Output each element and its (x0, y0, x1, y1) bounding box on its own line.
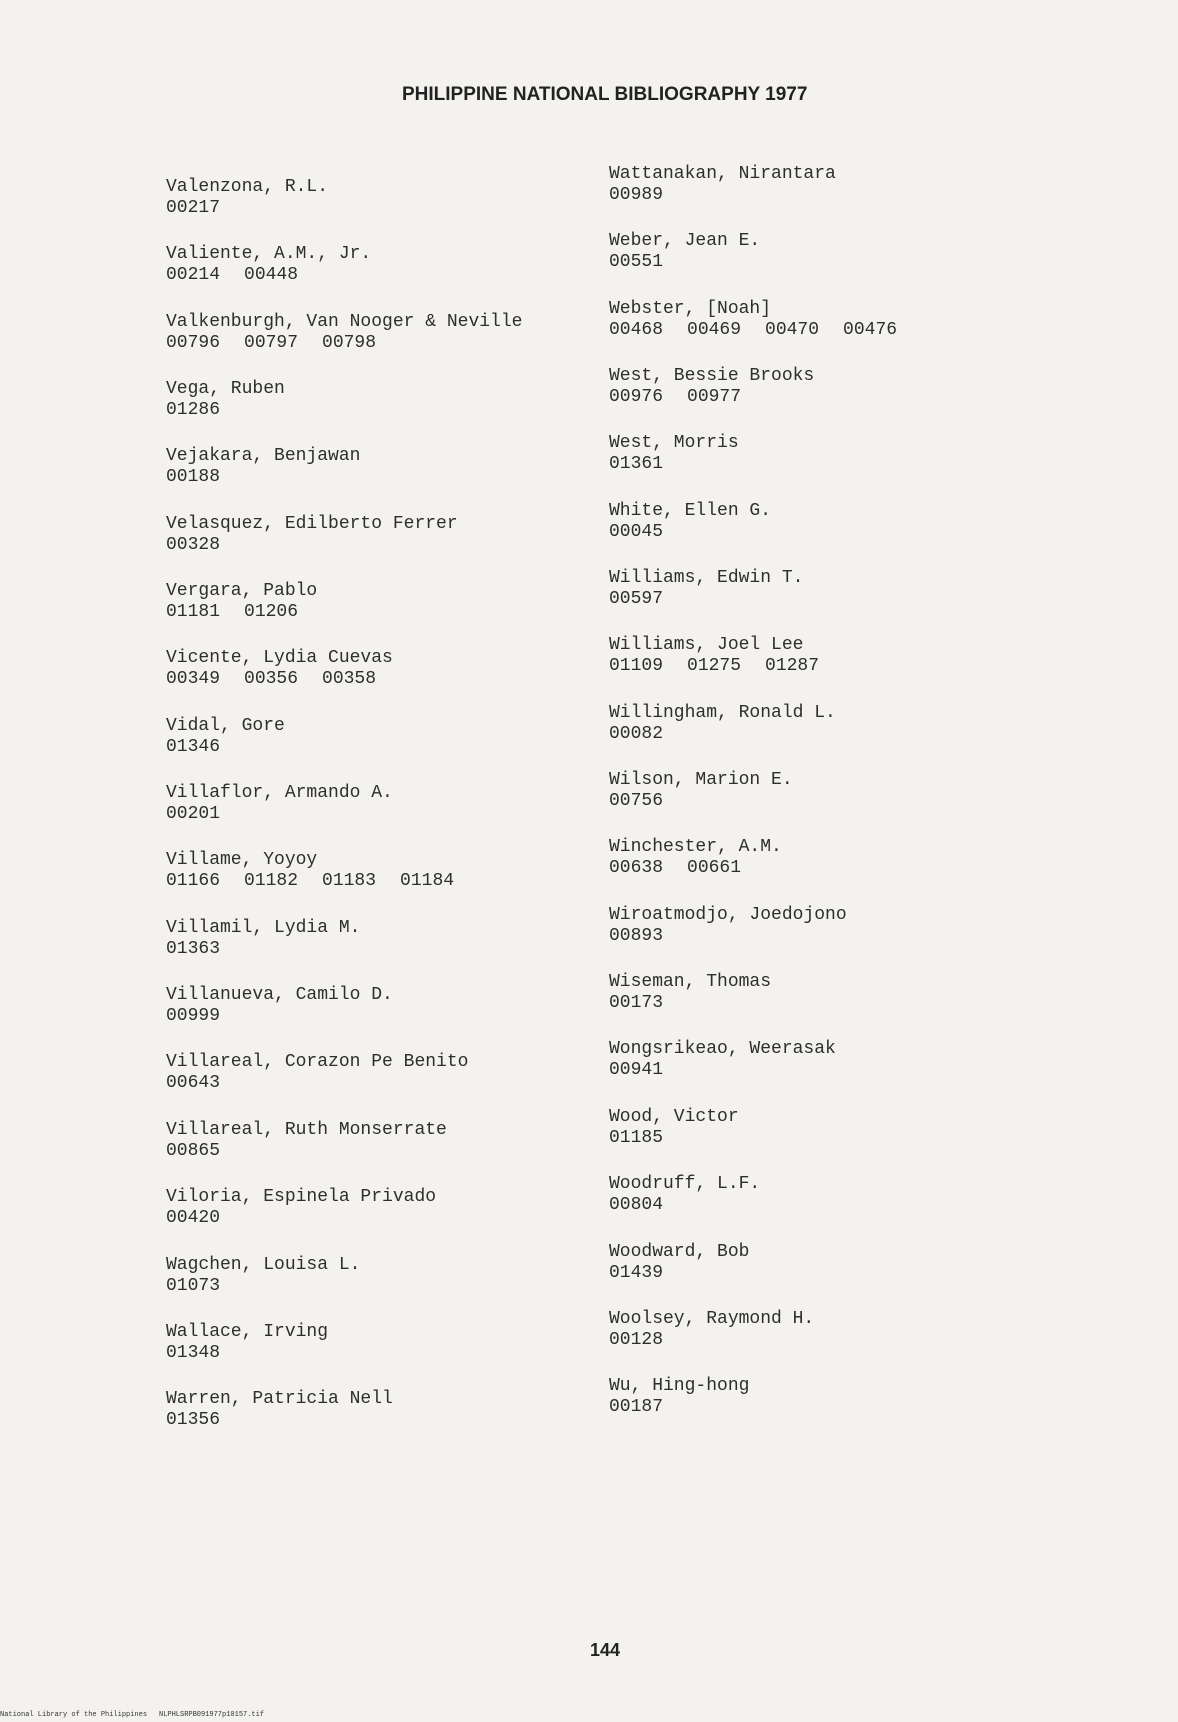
entry-number: 01183 (322, 871, 377, 892)
entry-numbers (609, 454, 1129, 475)
index-entry (609, 164, 1129, 231)
author-name: Williams, Joel Lee (609, 635, 804, 656)
index-entry (609, 1174, 1129, 1241)
entry-numbers (609, 1195, 1129, 1216)
index-entry (609, 1107, 1129, 1174)
entry-numbers (166, 939, 686, 960)
author-name: Velasquez, Edilberto Ferrer (166, 513, 458, 534)
entry-numbers (166, 1343, 686, 1364)
author-name: Villamil, Lydia M. (166, 917, 361, 938)
index-entry (609, 972, 1129, 1039)
entry-numbers (609, 589, 1129, 610)
entry-number: 00420 (166, 1208, 221, 1229)
entry-number: 00638 (609, 858, 664, 879)
author-name: Villame, Yoyoy (166, 850, 318, 871)
author-name: White, Ellen G. (609, 500, 772, 521)
author-name: Vejakara, Benjawan (166, 446, 361, 467)
author-name: West, Bessie Brooks (609, 366, 815, 387)
entry-number: 01356 (166, 1410, 221, 1431)
author-name: Vicente, Lydia Cuevas (166, 648, 393, 669)
author-name: Valiente, A.M., Jr. (166, 244, 372, 265)
index-entry (609, 299, 1129, 366)
index-entry (609, 905, 1129, 972)
entry-number: 01166 (166, 871, 221, 892)
entry-number: 00476 (843, 319, 898, 340)
index-column-right (609, 164, 1129, 1444)
index-entry (166, 312, 686, 379)
author-name: Villareal, Ruth Monserrate (166, 1119, 447, 1140)
author-name: Wagchen, Louisa L. (166, 1254, 361, 1275)
entry-numbers (166, 1073, 686, 1094)
entry-numbers (166, 1276, 686, 1297)
author-name: Webster, [Noah] (609, 298, 772, 319)
entry-number: 00661 (687, 858, 742, 879)
entry-numbers (166, 669, 686, 690)
entry-number: 01287 (765, 656, 820, 677)
entry-number: 00356 (244, 669, 299, 690)
author-name: Wood, Victor (609, 1106, 739, 1127)
author-name: Villaflor, Armando A. (166, 783, 393, 804)
author-name: Vergara, Pablo (166, 581, 318, 602)
entry-numbers (609, 858, 1129, 879)
index-entry (609, 703, 1129, 770)
author-name: Vidal, Gore (166, 715, 285, 736)
entry-number: 01182 (244, 871, 299, 892)
index-entry (166, 244, 686, 311)
entry-number: 00188 (166, 467, 221, 488)
author-name: Wiseman, Thomas (609, 972, 772, 993)
entry-number: 01439 (609, 1262, 664, 1283)
entry-number: 01181 (166, 602, 221, 623)
author-name: Wattanakan, Nirantara (609, 164, 836, 184)
entry-numbers (609, 320, 1129, 341)
entry-number: 01348 (166, 1342, 221, 1363)
entry-numbers (609, 185, 1129, 206)
index-entry (166, 446, 686, 513)
entry-numbers (609, 1330, 1129, 1351)
index-entry (166, 581, 686, 648)
entry-number: 00976 (609, 387, 664, 408)
entry-number: 00797 (244, 332, 299, 353)
index-column-left (166, 177, 686, 1457)
entry-number: 01184 (400, 871, 455, 892)
entry-number: 00756 (609, 791, 664, 812)
entry-number: 00999 (166, 1006, 221, 1027)
index-entry (609, 770, 1129, 837)
entry-number: 01185 (609, 1127, 664, 1148)
entry-number: 00941 (609, 1060, 664, 1081)
entry-number: 00358 (322, 669, 377, 690)
footer-institution: National Library of the Philippines (0, 1711, 148, 1719)
index-entry (166, 1389, 686, 1456)
index-entry (166, 379, 686, 446)
index-entry (609, 231, 1129, 298)
author-name: Williams, Edwin T. (609, 568, 804, 589)
entry-numbers (166, 804, 686, 825)
index-entry (166, 1255, 686, 1322)
entry-numbers (166, 1208, 686, 1229)
entry-number: 00082 (609, 723, 664, 744)
index-entry (609, 1309, 1129, 1376)
author-name: Willingham, Ronald L. (609, 702, 836, 723)
entry-number: 00468 (609, 319, 664, 340)
author-name: Viloria, Espinela Privado (166, 1187, 437, 1208)
author-name: Villareal, Corazon Pe Benito (166, 1052, 469, 1073)
index-entry (609, 501, 1129, 568)
entry-number: 00470 (765, 319, 820, 340)
entry-number: 00893 (609, 925, 664, 946)
index-entry (609, 1039, 1129, 1106)
entry-numbers (166, 400, 686, 421)
entry-number: 00597 (609, 589, 664, 610)
entry-numbers (166, 737, 686, 758)
index-entry (166, 850, 686, 917)
entry-number: 00217 (166, 198, 221, 218)
index-entry (609, 433, 1129, 500)
entry-number: 01346 (166, 736, 221, 757)
entry-numbers (166, 333, 686, 354)
index-entry (609, 568, 1129, 635)
entry-number: 00214 (166, 265, 221, 286)
author-name: Warren, Patricia Nell (166, 1389, 393, 1410)
entry-numbers (609, 1060, 1129, 1081)
index-entry (166, 514, 686, 581)
entry-number: 00643 (166, 1073, 221, 1094)
entry-numbers (166, 467, 686, 488)
entry-number: 01206 (244, 602, 299, 623)
entry-numbers (609, 724, 1129, 745)
entry-number: 00977 (687, 387, 742, 408)
author-name: Wiroatmodjo, Joedojono (609, 904, 847, 925)
entry-numbers (609, 252, 1129, 273)
entry-number: 00448 (244, 265, 299, 286)
index-entry (609, 635, 1129, 702)
entry-numbers (166, 1006, 686, 1027)
entry-number: 00469 (687, 319, 742, 340)
author-name: Wongsrikeao, Weerasak (609, 1039, 836, 1060)
entry-numbers (609, 1263, 1129, 1284)
index-entry (166, 1322, 686, 1389)
index-entry (609, 1242, 1129, 1309)
page-number: 144 (590, 1640, 621, 1660)
author-name: Woodruff, L.F. (609, 1174, 761, 1195)
entry-number: 00201 (166, 804, 221, 825)
entry-number: 00128 (609, 1329, 664, 1350)
author-name: Woolsey, Raymond H. (609, 1308, 815, 1329)
page-title: PHILIPPINE NATIONAL BIBLIOGRAPHY 1977 (402, 84, 808, 105)
index-entry (166, 716, 686, 783)
entry-number: 00173 (609, 993, 664, 1014)
author-name: Vega, Ruben (166, 379, 285, 400)
author-name: Wallace, Irving (166, 1321, 329, 1342)
entry-numbers (609, 926, 1129, 947)
entry-numbers (609, 1397, 1129, 1418)
index-entry (166, 1052, 686, 1119)
author-name: Weber, Jean E. (609, 231, 761, 252)
author-name: Wilson, Marion E. (609, 770, 793, 791)
entry-number: 00798 (322, 332, 377, 353)
entry-numbers (166, 871, 686, 892)
index-entry (166, 648, 686, 715)
entry-numbers (166, 265, 686, 286)
entry-number: 01363 (166, 938, 221, 959)
index-entry (166, 1120, 686, 1187)
entry-numbers (609, 522, 1129, 543)
entry-number: 01073 (166, 1275, 221, 1296)
entry-number: 00804 (609, 1195, 664, 1216)
index-entry (166, 918, 686, 985)
author-name: Valkenburgh, Van Nooger & Neville (166, 311, 523, 332)
entry-number: 00989 (609, 185, 664, 205)
entry-numbers (609, 387, 1129, 408)
entry-number: 00865 (166, 1140, 221, 1161)
index-entry (609, 1376, 1129, 1443)
entry-numbers (166, 1410, 686, 1431)
index-entry (166, 177, 686, 244)
entry-numbers (166, 1141, 686, 1162)
index-entry (609, 366, 1129, 433)
entry-number: 00551 (609, 252, 664, 273)
footer-filename: NLPHLSRPB091977p10157.tif (159, 1711, 265, 1719)
entry-numbers (609, 993, 1129, 1014)
entry-number: 00796 (166, 332, 221, 353)
author-name: Villanueva, Camilo D. (166, 985, 393, 1006)
author-name: Woodward, Bob (609, 1241, 750, 1262)
author-name: Wu, Hing-hong (609, 1376, 750, 1397)
author-name: West, Morris (609, 433, 739, 454)
entry-number: 01109 (609, 656, 664, 677)
index-entry (166, 1187, 686, 1254)
author-name: Valenzona, R.L. (166, 177, 329, 197)
entry-number: 01275 (687, 656, 742, 677)
entry-number: 00187 (609, 1397, 664, 1418)
entry-number: 01361 (609, 454, 664, 475)
entry-numbers (166, 535, 686, 556)
index-entry (166, 783, 686, 850)
entry-numbers (166, 198, 686, 219)
author-name: Winchester, A.M. (609, 837, 782, 858)
entry-number: 00045 (609, 521, 664, 542)
entry-numbers (609, 791, 1129, 812)
entry-numbers (166, 602, 686, 623)
entry-number: 00349 (166, 669, 221, 690)
index-entry (609, 837, 1129, 904)
index-entry (166, 985, 686, 1052)
entry-numbers (609, 1128, 1129, 1149)
entry-number: 01286 (166, 400, 221, 421)
entry-numbers (609, 656, 1129, 677)
entry-number: 00328 (166, 534, 221, 555)
